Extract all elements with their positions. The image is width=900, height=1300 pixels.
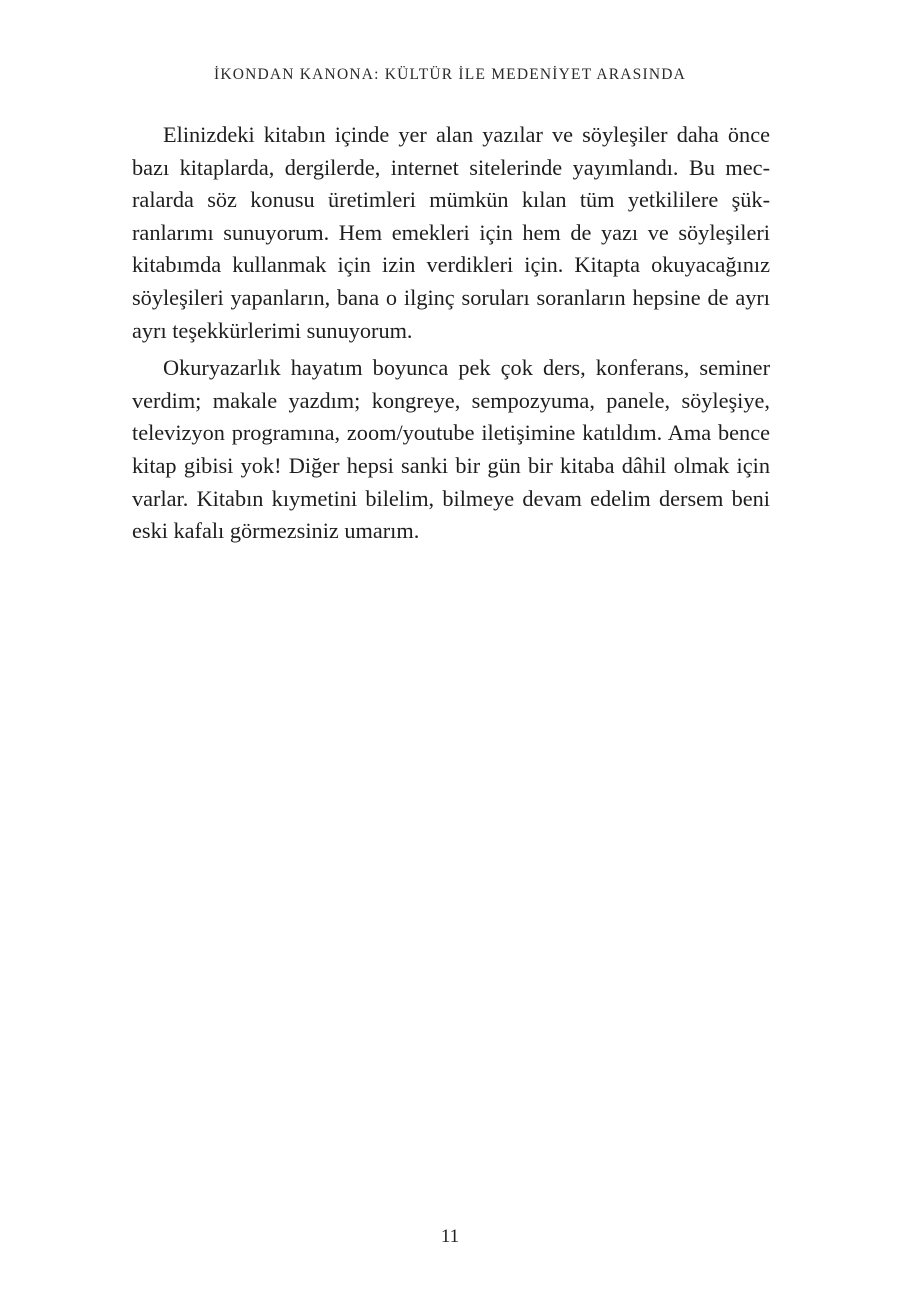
paragraph-acknowledgements: Elinizdeki kitabın içinde yer alan yazılar ve söyleşiler daha önce bazı kitaplarda, dergilerde, internet sitelerinde yayımlandı. Bu mecralarda söz konusu üretimleri mümkün kılan tüm yetkililere şükranlarımı sunuyorum. Hem emekleri için hem de yazı ve söyleşileri kitabımda kullanmak için izin verdikleri için. Kitapta okuyacağınız söyleşileri yapanların, bana o ilginç soruları soranların hepsine de ayrı ayrı teşekkürlerimi sunuyorum. xyxy=(132,122,770,343)
running-header: İKONDAN KANONA: KÜLTÜR İLE MEDENİYET ARASINDA xyxy=(213,66,687,83)
paragraph-book-value: Okuryazarlık hayatım boyunca pek çok ders, konferans, seminer verdim; makale yazdım; kongreye, sempozyuma, panele, söyleşiye, televizyon programına, zoom/youtube iletişimine katıldım. Ama bence kitap gibisi yok! Diğer hepsi sanki bir gün bir kitaba dâhil olmak için varlar. Kitabın kıymetini bilelim, bilmeye devam edelim dersem beni eski kafalı görmezsiniz umarım. xyxy=(132,355,770,544)
body-text xyxy=(132,119,770,553)
page-number: 11 xyxy=(440,1226,460,1247)
